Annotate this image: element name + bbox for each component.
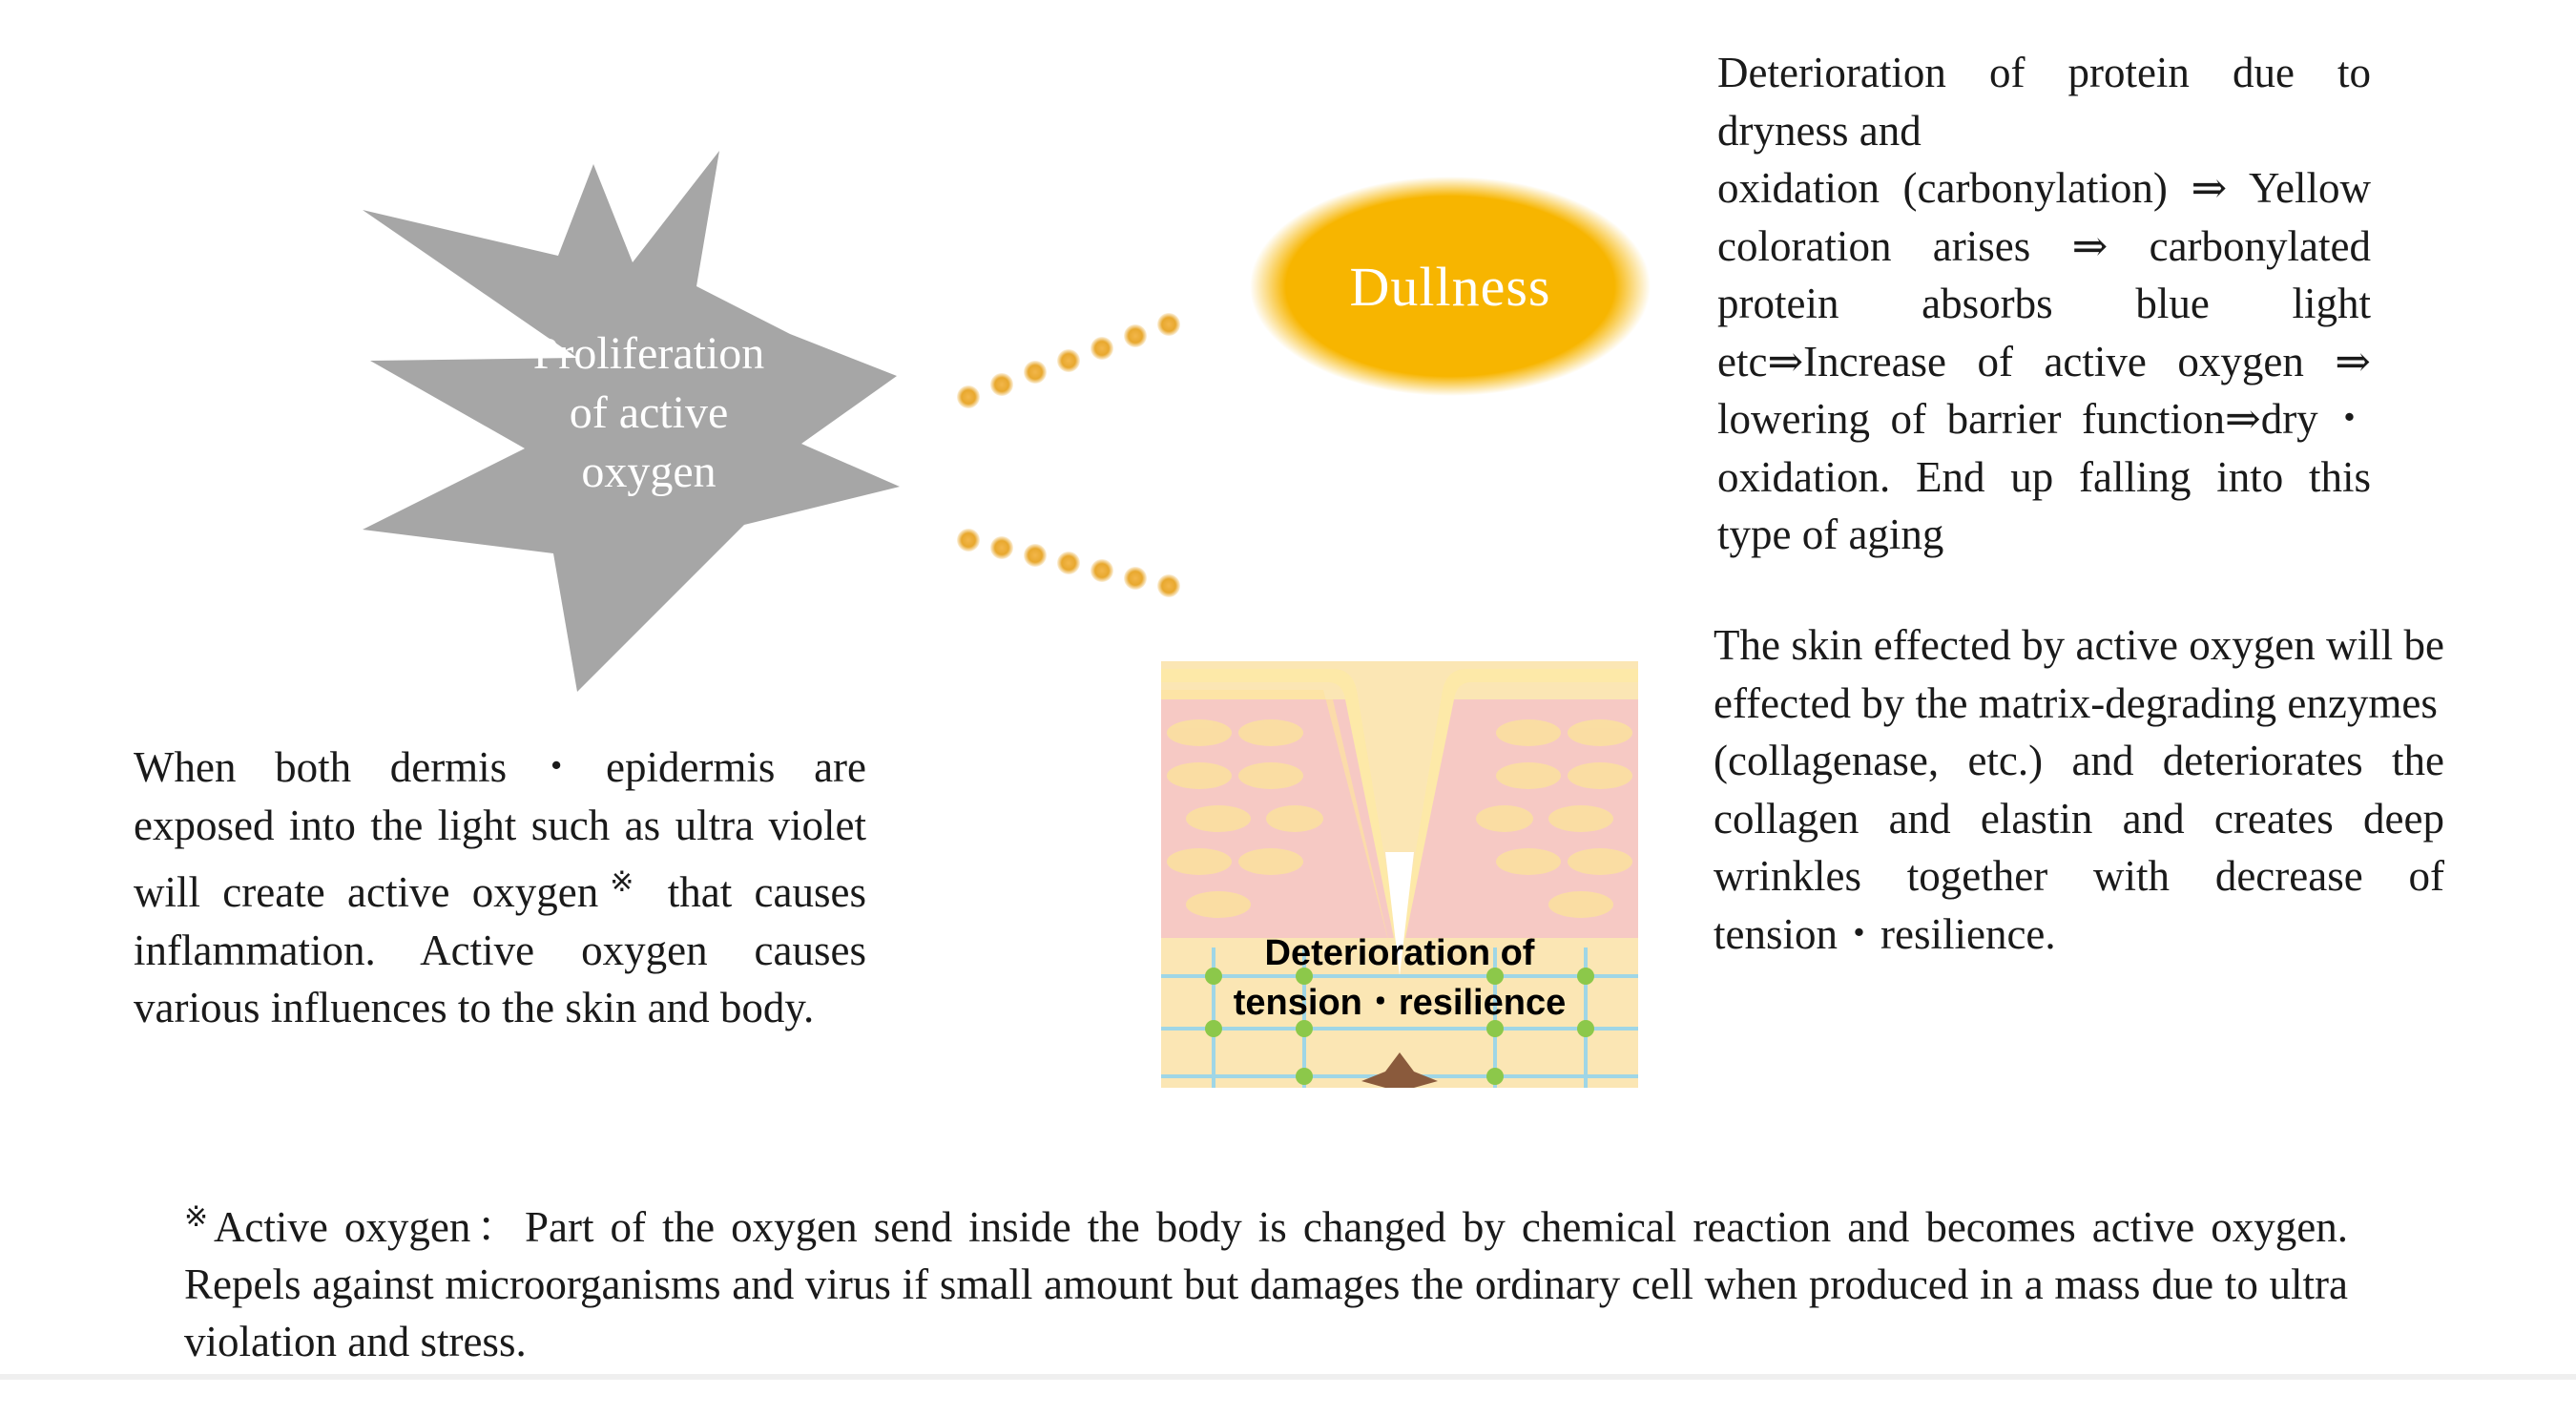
lower-dot-trail	[957, 529, 1180, 597]
dermis-text-before: When both dermis・epidermis are exposed into the light such as ultra violet will create active oxygen	[134, 743, 866, 916]
skin-label-line-1: Deterioration of	[1264, 933, 1535, 973]
dullness-label: Dullness	[1349, 255, 1551, 318]
active-oxygen-starburst	[353, 143, 945, 706]
starburst-label-line-2: of active	[569, 387, 729, 438]
dullness-ellipse	[1240, 167, 1660, 406]
protein-deterioration-text	[1717, 44, 2371, 564]
skin-enzymes-text	[1714, 616, 2444, 963]
skin-illustration-label	[1218, 928, 1581, 1028]
starburst-label-line-1: Proliferation	[532, 328, 765, 379]
starburst-label	[506, 324, 792, 502]
dermis-text-after: that causes inflammation. Active oxygen causes various influences to the skin and body.	[134, 868, 866, 1031]
protein-deterioration-paragraph: Deterioration of protein due to dryness and oxidation (carbonylation) ⇒ Yellow coloration arises ⇒ carbonylated protein absorbs blue light etc⇒Increase of active oxygen ⇒ lowering of barrier function⇒dry・oxidation. End up falling into this type of aging	[1717, 49, 2371, 558]
dermis-reference-mark: ※	[598, 866, 646, 898]
upper-dot-trail	[957, 313, 1180, 408]
skin-cross-section	[1161, 661, 1638, 1088]
active-oxygen-footnote	[184, 1189, 2348, 1370]
dotted-connectors-graphic	[945, 277, 1231, 630]
skin-label-line-2: tension・resilience	[1233, 983, 1567, 1023]
footnote-reference-mark: ※	[184, 1201, 214, 1233]
bottom-divider	[0, 1374, 2576, 1380]
footnote-text: Active oxygen：Part of the oxygen send inside the body is changed by chemical reaction and becomes active oxygen. Repels against microorganisms and virus if small amount but damages the ordinary cell when produced in a mass due to ultra violation and stress.	[184, 1203, 2348, 1365]
dotted-connectors	[945, 277, 1231, 630]
skin-enzymes-paragraph: The skin effected by active oxygen will be effected by the matrix-degrading enzymes (collagenase, etc.) and deteriorates the collagen and elastin and creates deep wrinkles together with decrease of tension・resilience.	[1714, 621, 2444, 958]
starburst-label-line-3: oxygen	[581, 447, 717, 497]
dermis-epidermis-text	[134, 739, 866, 1037]
